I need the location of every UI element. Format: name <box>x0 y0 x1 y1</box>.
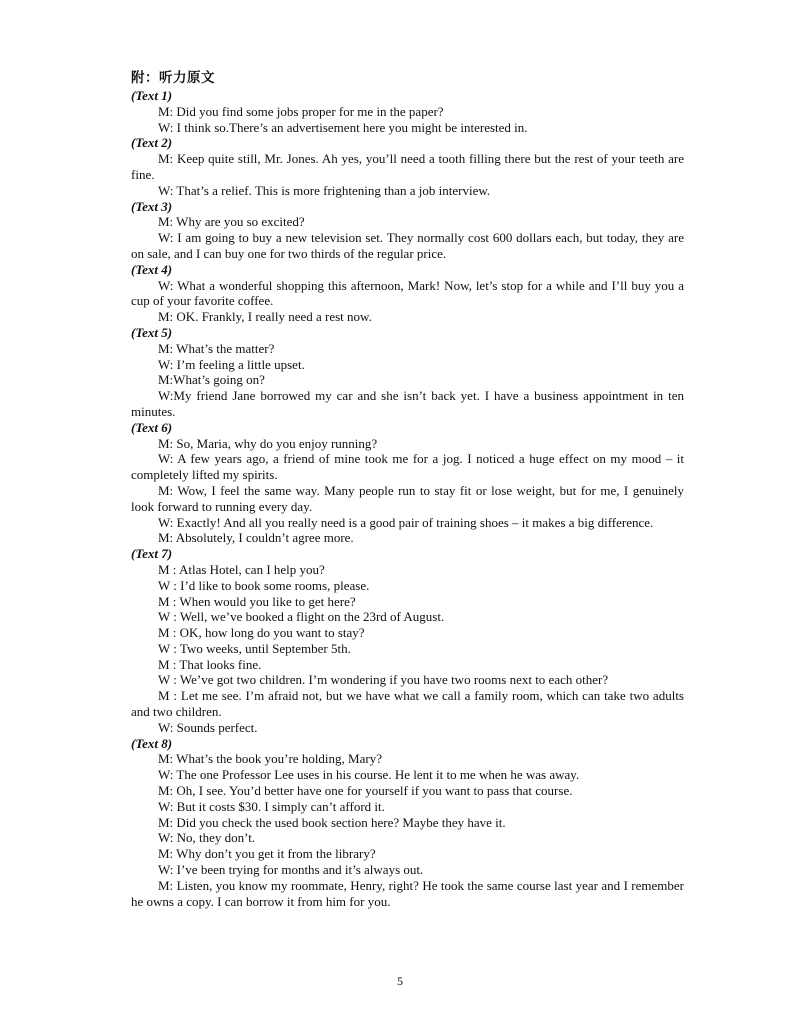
dialogue-line: M: OK. Frankly, I really need a rest now. <box>158 309 372 325</box>
section-label: (Text 2) <box>131 135 173 151</box>
dialogue-line: W: I’m feeling a little upset. <box>158 356 305 372</box>
dialogue-line: W: But it costs $30. I simply can’t afford it. <box>158 798 385 814</box>
dialogue-line: W : Two weeks, until September 5th. <box>158 640 351 656</box>
dialogue-line: M:What’s going on? <box>158 372 265 388</box>
dialogue-line: W : Well, we’ve booked a flight on the 23rd of August. <box>158 609 445 625</box>
transcript-section <box>131 262 684 325</box>
section-label: (Text 6) <box>131 419 173 435</box>
dialogue-line: W: I am going to buy a new television set. They normally cost 600 dollars each, but today, they are on sale, and I can buy one for two thirds of the regular price. <box>131 230 684 261</box>
dialogue-line: W: I’ve been trying for months and it’s always out. <box>158 862 424 878</box>
dialogue-line: M: Oh, I see. You’d better have one for yourself if you want to pass that course. <box>158 783 573 799</box>
section-label: (Text 7) <box>131 546 173 562</box>
document-body <box>131 68 684 909</box>
dialogue-line: M: Why are you so excited? <box>158 214 305 230</box>
transcript-section <box>131 135 684 198</box>
dialogue-line: M: Did you check the used book section here? Maybe they have it. <box>158 814 506 830</box>
transcript-sections <box>131 88 684 909</box>
dialogue-line: M: Absolutely, I couldn’t agree more. <box>158 530 354 546</box>
dialogue-line: W: The one Professor Lee uses in his course. He lent it to me when he was away. <box>158 767 580 783</box>
dialogue-line: W: I think so.There’s an advertisement here you might be interested in. <box>158 119 528 135</box>
dialogue-line: W : I’d like to book some rooms, please. <box>158 577 370 593</box>
dialogue-line: W: What a wonderful shopping this afternoon, Mark! Now, let’s stop for a while and I’ll buy you a cup of your favorite coffee. <box>131 277 684 309</box>
dialogue-line: W:My friend Jane borrowed my car and she isn’t back yet. I have a business appointment in ten minutes. <box>131 388 684 419</box>
section-label: (Text 4) <box>131 261 173 277</box>
section-label: (Text 3) <box>131 198 173 214</box>
dialogue-line: W: A few years ago, a friend of mine took me for a jog. I noticed a huge effect on my mood – it completely lifted my spirits. <box>131 451 684 483</box>
transcript-section <box>131 546 684 736</box>
dialogue-line: M: Keep quite still, Mr. Jones. Ah yes, you’ll need a tooth filling there but the rest of your teeth are fine. <box>131 151 684 182</box>
dialogue-line: M: What’s the matter? <box>158 340 275 356</box>
transcript-section <box>131 325 684 420</box>
transcript-section <box>131 420 684 546</box>
section-label: (Text 8) <box>131 735 173 751</box>
dialogue-line: M: So, Maria, why do you enjoy running? <box>158 435 378 451</box>
dialogue-line: M : Atlas Hotel, can I help you? <box>158 561 325 577</box>
dialogue-line: W: No, they don’t. <box>158 830 256 846</box>
dialogue-line: M : When would you like to get here? <box>158 593 356 609</box>
dialogue-line: W : We’ve got two children. I’m wondering if you have two rooms next to each other? <box>158 672 609 688</box>
section-label: (Text 1) <box>131 88 173 103</box>
page-heading: 附：听力原文 <box>131 70 215 86</box>
dialogue-line: M: Why don’t you get it from the library? <box>158 846 376 862</box>
page-number: 5 <box>397 974 403 988</box>
section-label: (Text 5) <box>131 324 173 340</box>
dialogue-line: M: Listen, you know my roommate, Henry, right? He took the same course last year and I remember he owns a copy. I can borrow it from him for you. <box>131 877 684 909</box>
dialogue-line: M : Let me see. I’m afraid not, but we have what we call a family room, which can take two adults and two children. <box>131 688 684 720</box>
transcript-section <box>131 736 684 910</box>
dialogue-line: W: Exactly! And all you really need is a good pair of training shoes – it makes a big difference. <box>158 514 654 530</box>
dialogue-line: M : OK, how long do you want to stay? <box>158 625 365 641</box>
dialogue-line: M: Wow, I feel the same way. Many people run to stay fit or lose weight, but for me, I genuinely look forward to running every day. <box>131 482 684 514</box>
transcript-section <box>131 88 684 135</box>
transcript-section <box>131 199 684 262</box>
dialogue-line: M: Did you find some jobs proper for me in the paper? <box>158 103 444 119</box>
dialogue-line: M: What’s the book you’re holding, Mary? <box>158 751 382 767</box>
dialogue-line: W: That’s a relief. This is more frightening than a job interview. <box>158 182 491 198</box>
dialogue-line: W: Sounds perfect. <box>158 719 258 735</box>
dialogue-line: M : That looks fine. <box>158 656 262 672</box>
